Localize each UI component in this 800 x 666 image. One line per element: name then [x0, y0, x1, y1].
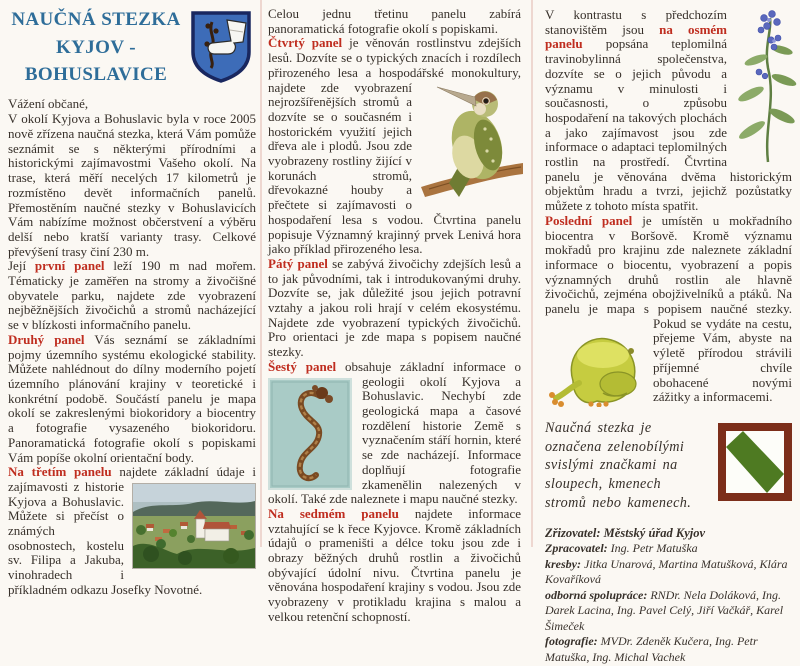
tree-frog-illustration [543, 321, 645, 407]
panel3-label: Na třetím panelu [8, 464, 112, 480]
panel8-label: na osmém panelu [545, 21, 728, 52]
right-column [545, 8, 792, 666]
collaboration-line: odborná spolupráce: RNDr. Nela Doláková, Ing. Darek Lacina, Ing. Pavel Celý, Jiří Vačkář, Karel Šimeček [545, 587, 784, 633]
panel4-label: Čtvrtý panel [268, 35, 343, 51]
panel3-paragraph: Na třetím panelu najdete základní údaje i zajímavosti z historie Kyjova a Bohuslavic. Můžete si přečíst o známých osobnostech, kostelu sv. Filipa a Jakuba, vinohradech i příkladném odkazu Josefky Novotné. [8, 464, 256, 597]
green-woodpecker-illustration [419, 81, 525, 207]
kyjov-coat-of-arms [190, 10, 252, 84]
panel6-label: Šestý panel [268, 358, 337, 374]
panel1-paragraph: Její první panel leží 190 m nad mořem. Tématicky je zaměřen na stromy a živočišné obyvatele parku, najdete zde vyobrazení nejběžnějších živočichů a stromů nacházející se v blízkosti informačního panelu. [8, 258, 256, 333]
panel7-paragraph: Na sedmém panelu najdete informace vztahující se k řece Kyjovce. Kromě základních údajů o prameništi a délce toku jsou zde i obrazy běžných druhů rostlin a živočichů obývající údolní nivu. Čtvrtina panelu je věnována hospodaření krajiny s vodou. Jsou zde vyobrazeny v protikladu krajina s malou a velkou retenční schopností. [268, 505, 521, 624]
trail-marker [718, 423, 792, 501]
panel9-label: Poslední panel [545, 212, 633, 228]
credits-block [545, 525, 792, 666]
trail-marking-note: Naučná stezka je označena zelenobílými svislými značkami na sloupech, kmenech stromů nebo kamenech. [545, 419, 792, 513]
panorama-paragraph: Celou jednu třetinu panelu zabírá panoramatická fotografie okolí s popiskami. [268, 6, 521, 36]
panel4-paragraph: Čtvrtý panel je věnován rostlinstvu zdejších lesů. Dozvíte se o typických znacích i rozdílech přirozeného lesa a hospodářské monokultury, najdete zde vyobrazení nejrozšířenějších stromů a dozvíte se o současném i hostorickém využití jejich dřeva ale i plodů. Jsou zde vyobrazeny rostliny žijící v korunách stromů, dřevokazné houby a přečtete si zajímavosti o hospodaření lesa s vodou. Čtvrtina panelu popisuje Významný krajinný prvek Lenivá hora jako příklad přirozeného lesa. [268, 36, 521, 257]
author-line: Zpracovatel: Ing. Petr Matuška [545, 540, 698, 555]
intro-paragraph: V okolí Kyjova a Bohuslavic byla v roce 2005 nově zřízena naučná stezka, která Vám pomůže seznámit se s některými přírodními a historickými zajímavostmi Vašeho okolí. Na trase, která měří necelých 17 kilometrů je rozmístěno devět informačních panelů. Přemostěním naučné stezky v Bohuslavicích Vám nabízíme možnost občerstvení a výběru delší nebo kratší varianty trasy. Celkové převýšení trasy činí 230 m. [8, 111, 256, 259]
panel1-label: první panel [34, 258, 105, 274]
panel8-paragraph: V kontrastu s předchozím stanovištěm jsou na osmém panelu popsána teplomilná travinobylinná společenstva, dozvíte se o jejich původu a významu v minulosti i současnosti, o způsobu hospodaření na takových plochách a jako zajímavost jsou zde informace o adaptaci teplomilných rostlin na prostředí. Čtvrtina panelu je věnována dvěma historickým objektům hradu a tvrzi, jejichž pozůstatky můžete z tohoto místa spatřit. [545, 8, 792, 214]
panel5-paragraph: Pátý panel se zabývá živočichy zdejších lesů a to jak původními, tak i introdukovanými druhy. Dozvíte se, jak důležité jsou jejich potravní vztahy a jakou roli hrají v celém ekosystému. Najdete zde vyobrazení typických živočichů. Pro orientaci je zde mapa s popisem naučné stezky. [268, 255, 521, 360]
fold-line [531, 0, 533, 547]
salutation: Vážení občané, [8, 95, 89, 111]
landscape-photo [132, 483, 256, 569]
panel9-paragraph: Poslední panel je umístěn u mokřadního biocentra v Boršově. Kromě významu mokřadů pro krajinu zde naleznete základní informace o biocentu, vyobrazení a popis významných druhů rostlin ale hlavně živočichů, zejména obojživelníků a ptáků. Na panelu je mapa s popisem naučné stezky. Pokud se vydáte na cestu, přejeme Vám, abyste na výletě přírodou strávili příjemné chvíle obohacené novými zážitky a informacemi. [545, 214, 792, 405]
founder-line: Zřizovatel: Městský úřad Kyjov [545, 525, 706, 540]
panel6-paragraph: Šestý panel obsahuje základní informace o geologii okolí Kyjova a Bohuslavic. Nechybí zde geologická mapa a časové rozdělení historie Země s vyznačením stáří hornin, které se zde nacházejí. Informace doplňují fotografie zkamenělin nalezených v okolí. Také zde naleznete i mapu naučné stezky. [268, 358, 522, 507]
blue-plant-illustration [734, 8, 798, 164]
title-row [8, 4, 256, 89]
fold-line [260, 0, 262, 547]
fossil-photo [268, 378, 352, 490]
middle-column [268, 7, 521, 625]
drawings-line: kresby: Jitka Unarová, Martina Matušková, Klára Kovaříková [545, 556, 788, 587]
panel2-paragraph: Druhý panel Vás seznámí se základními pojmy územního systému ekologické stability. Můžete nahlédnout do dílny moderního pojetí územního plánování krajiny v teoretické i konkrétní podobě. Součástí panelu je mapa okolí se zakreslenými biokoridory a biocentry a fotografie vysazeného biokoridoru. Panoramatická fotografie okolí s popiskami Vám popíše okolní orientační body. [8, 331, 256, 465]
left-column [8, 4, 256, 598]
panel2-label: Druhý panel [8, 331, 85, 347]
panel5-label: Pátý panel [268, 255, 328, 271]
panel7-label: Na sedmém panelu [268, 505, 399, 521]
photography-line: fotografie: MVDr. Zdeněk Kučera, Ing. Petr Matuška, Ing. Michal Vachek [545, 634, 758, 665]
page-title: NAUČNÁ STEZKA KYJOV - BOHUSLAVICE [11, 9, 181, 86]
